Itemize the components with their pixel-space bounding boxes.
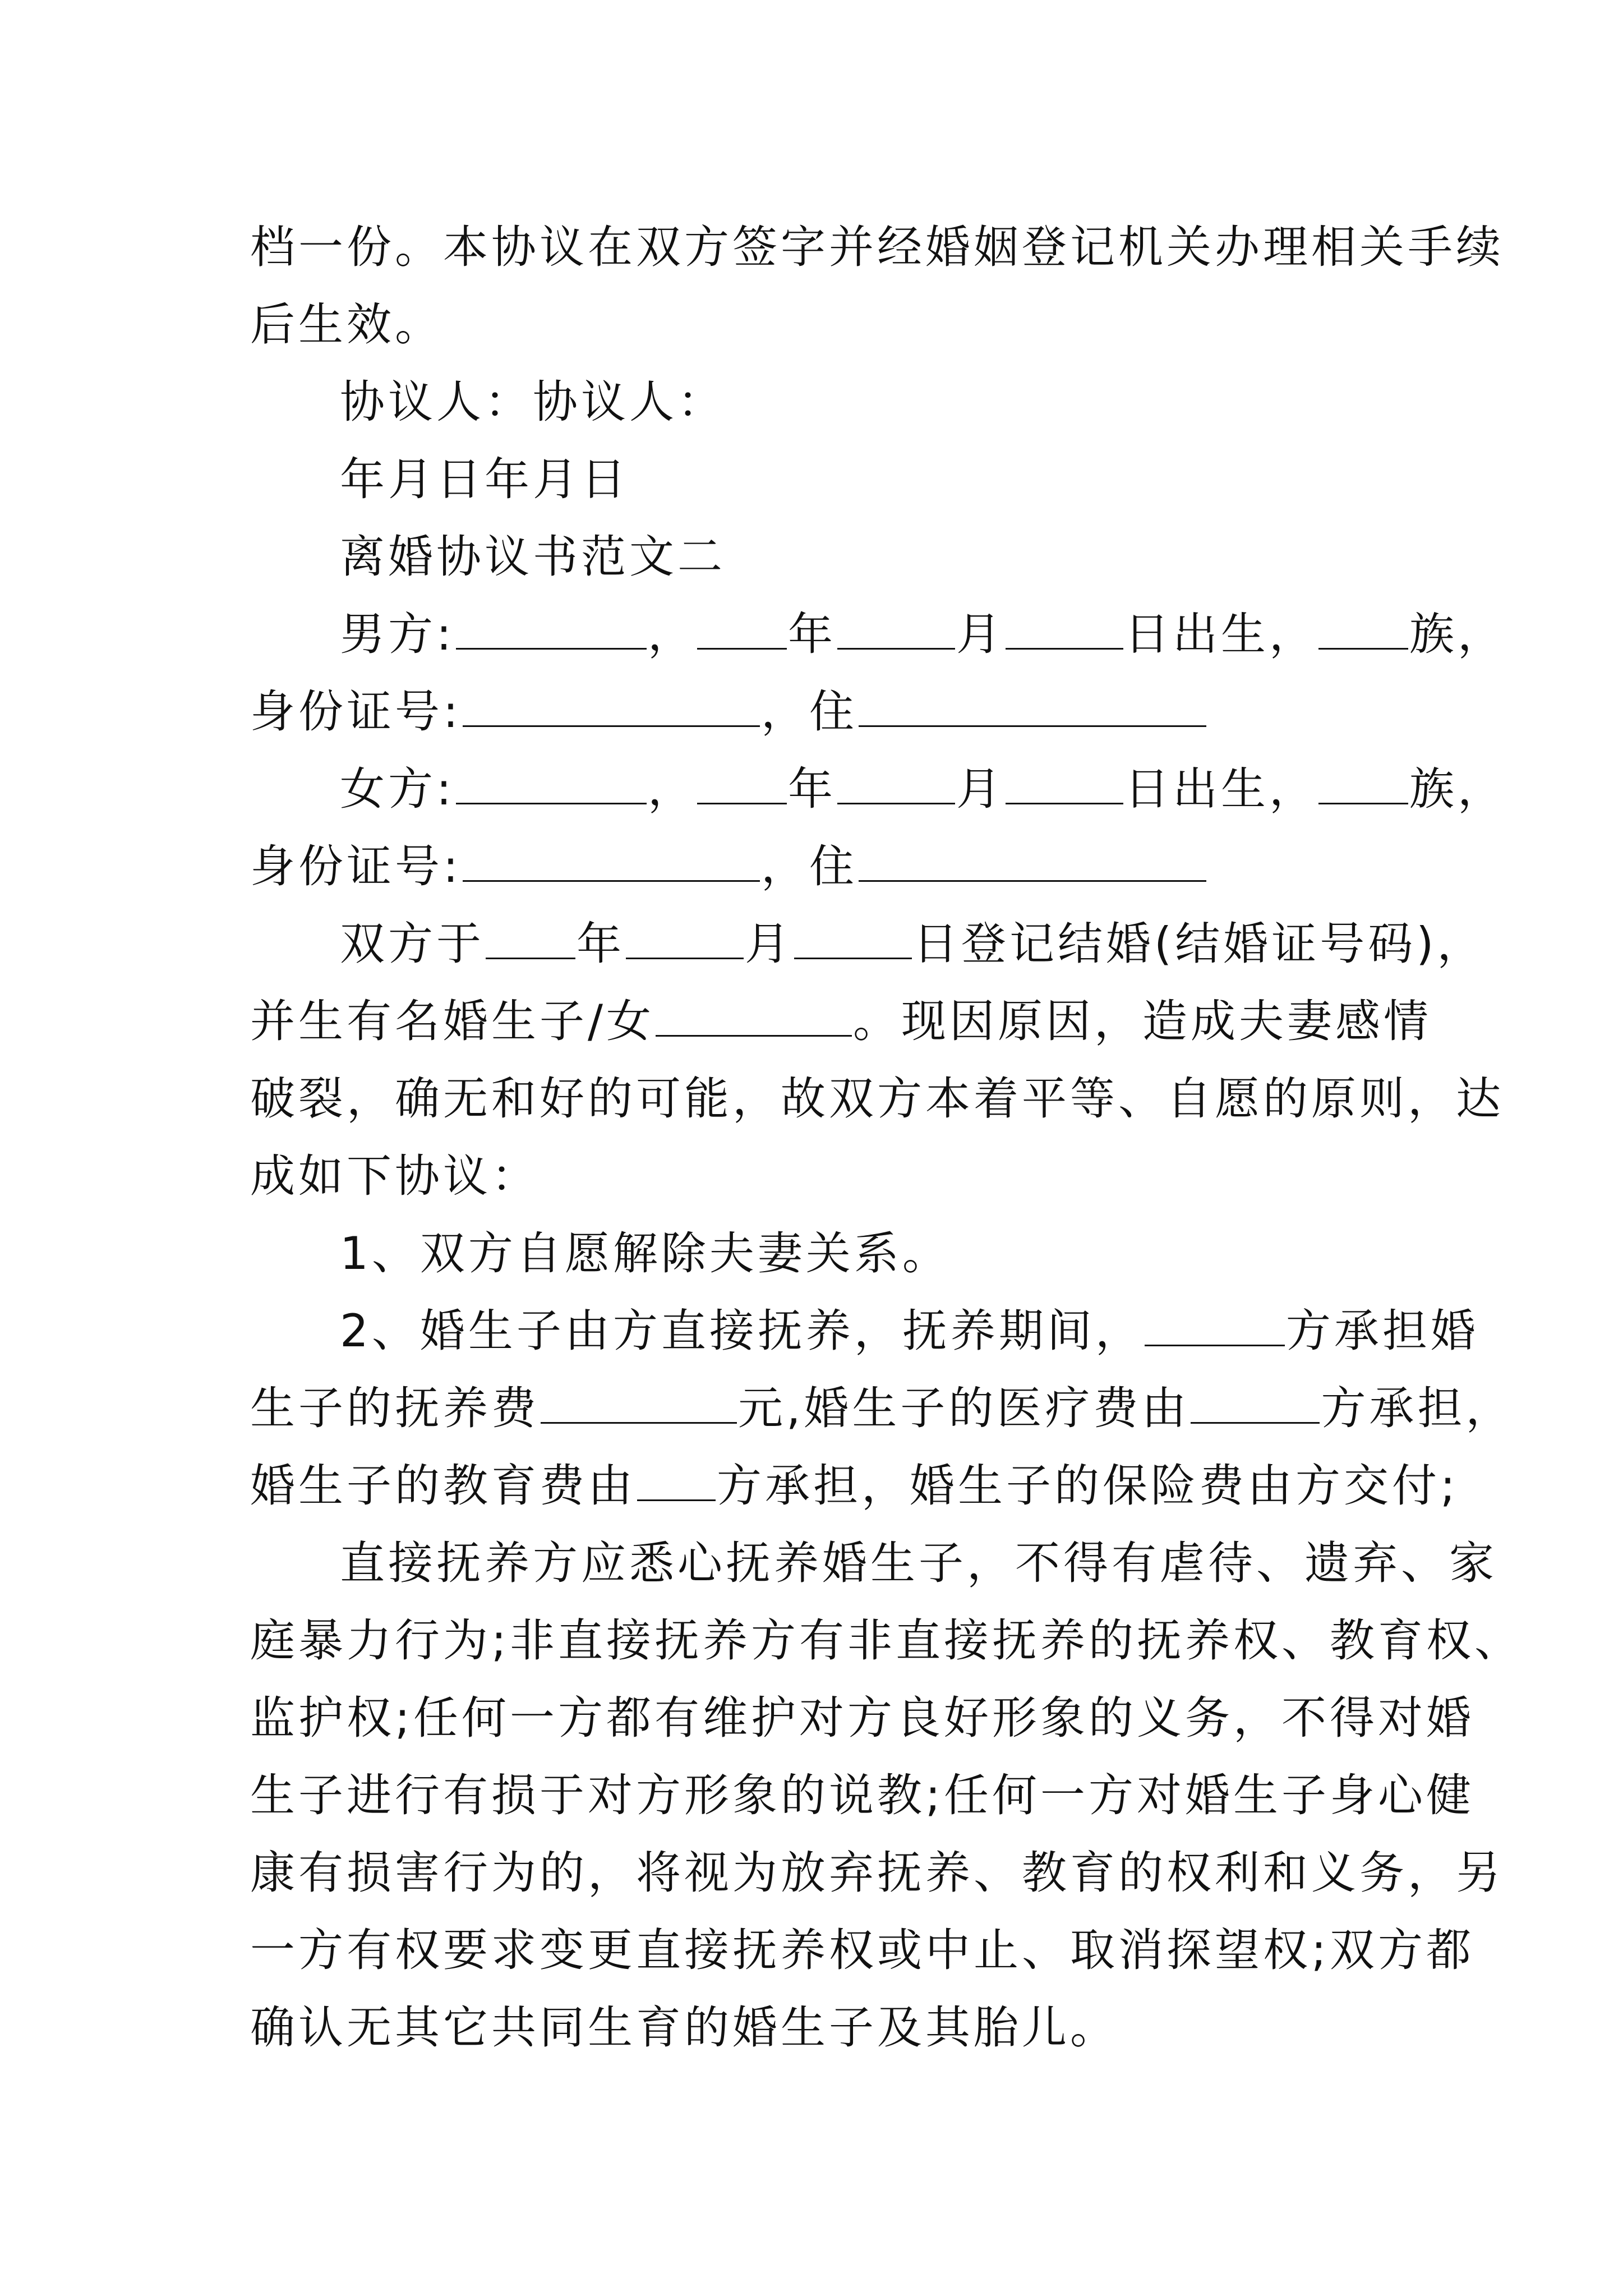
text-line: 康有损害行为的，将视为放弃抚养、教育的权利和义务，另	[250, 1847, 1504, 1899]
text-line: 监护权;任何一方都有维护对方良好形象的义务，不得对婚	[250, 1692, 1474, 1744]
blank-field	[1191, 1378, 1320, 1424]
live-label: ，住	[760, 685, 857, 738]
woman-label: 女方:	[340, 763, 455, 815]
section-title: 离婚协议书范文二	[340, 531, 726, 583]
text-line: 生子进行有损于对方形象的说教;任何一方对婚生子身心健	[250, 1769, 1474, 1821]
year-label: 年	[787, 763, 836, 815]
blank-field	[456, 759, 647, 804]
man-label: 男方:	[340, 608, 455, 660]
ethnic-label: 族，	[1409, 763, 1506, 815]
blank-field	[1006, 759, 1123, 804]
blank-field	[637, 1456, 716, 1501]
clause-text: 方承担，	[1321, 1382, 1514, 1434]
register-label: 日登记结婚(结婚证号码)，	[913, 918, 1486, 970]
blank-field	[456, 604, 647, 650]
children-label: 并生有名婚生子/女	[250, 995, 654, 1047]
both-label: 双方于	[340, 918, 485, 970]
text-line: 直接抚养方应悉心抚养婚生子，不得有虐待、遗弃、家	[340, 1537, 1497, 1589]
man-id-line	[250, 673, 1389, 751]
date-line: 年月日年月日	[340, 453, 629, 505]
text-line: 破裂，确无和好的可能，故双方本着平等、自愿的原则，达	[250, 1073, 1504, 1125]
year-label: 年	[577, 918, 625, 970]
id-label: 身份证号:	[250, 685, 462, 738]
clause-2-line-2	[250, 1370, 1514, 1447]
year-label: 年	[787, 608, 836, 660]
born-label: 日出生，	[1124, 763, 1317, 815]
blank-field	[656, 991, 852, 1037]
blank-field	[1318, 604, 1408, 650]
document-body	[250, 209, 1523, 2067]
text-line: 成如下协议：	[250, 1150, 540, 1202]
blank-field	[837, 604, 955, 650]
blank-field	[837, 759, 955, 804]
blank-field	[697, 759, 787, 804]
clause-text: 生子的抚养费	[250, 1382, 540, 1434]
clause-text: 2、婚生子由方直接抚养，抚养期间，	[340, 1305, 1144, 1357]
text-line: 一方有权要求变更直接抚养权或中止、取消探望权;双方都	[250, 1924, 1474, 1976]
blank-field	[463, 682, 760, 727]
text-line: 后生效。	[250, 298, 443, 351]
blank-field	[1006, 604, 1123, 650]
clause-text: 婚生子的教育费由	[250, 1460, 636, 1512]
blank-field	[859, 836, 1206, 882]
woman-info-line	[250, 751, 1506, 828]
clause-text: 方承担婚	[1285, 1305, 1479, 1357]
id-label: 身份证号:	[250, 840, 462, 892]
month-label: 月	[956, 608, 1004, 660]
blank-field	[541, 1378, 737, 1424]
children-line	[250, 983, 1432, 1060]
born-label: 日出生，	[1124, 608, 1317, 660]
text-line: 档一份。本协议在双方签字并经婚姻登记机关办理相关手续	[250, 221, 1504, 273]
blank-field	[486, 914, 575, 959]
blank-field	[1318, 759, 1408, 804]
live-label: ，住	[760, 840, 857, 892]
blank-field	[794, 914, 912, 959]
text-line: 庭暴力行为;非直接抚养方有非直接抚养的抚养权、教育权、	[250, 1614, 1523, 1667]
man-info-line	[250, 596, 1506, 673]
comma: ，	[647, 608, 696, 660]
woman-id-line	[250, 828, 1389, 905]
ethnic-label: 族，	[1409, 608, 1506, 660]
month-label: 月	[956, 763, 1004, 815]
blank-field	[697, 604, 787, 650]
clause-text: 方承担，婚生子的保险费由方交付;	[717, 1460, 1459, 1512]
blank-field	[463, 836, 760, 882]
clause-2-line-3	[250, 1447, 1459, 1525]
month-label: 月	[745, 918, 793, 970]
signatories-line: 协议人：协议人：	[340, 376, 726, 428]
text-line: 确认无其它共同生育的婚生子及其胎儿。	[250, 2001, 1118, 2054]
reason-label: 。现因原因，造成夫妻感情	[852, 995, 1432, 1047]
clause-1: 1、双方自愿解除夫妻关系。	[340, 1227, 951, 1280]
blank-field	[1145, 1301, 1285, 1346]
clause-text: 元,婚生子的医疗费由	[738, 1382, 1190, 1434]
blank-field	[859, 682, 1206, 727]
clause-2-line-1	[250, 1292, 1479, 1370]
marriage-line	[250, 905, 1486, 983]
blank-field	[626, 914, 744, 959]
comma: ，	[647, 763, 696, 815]
